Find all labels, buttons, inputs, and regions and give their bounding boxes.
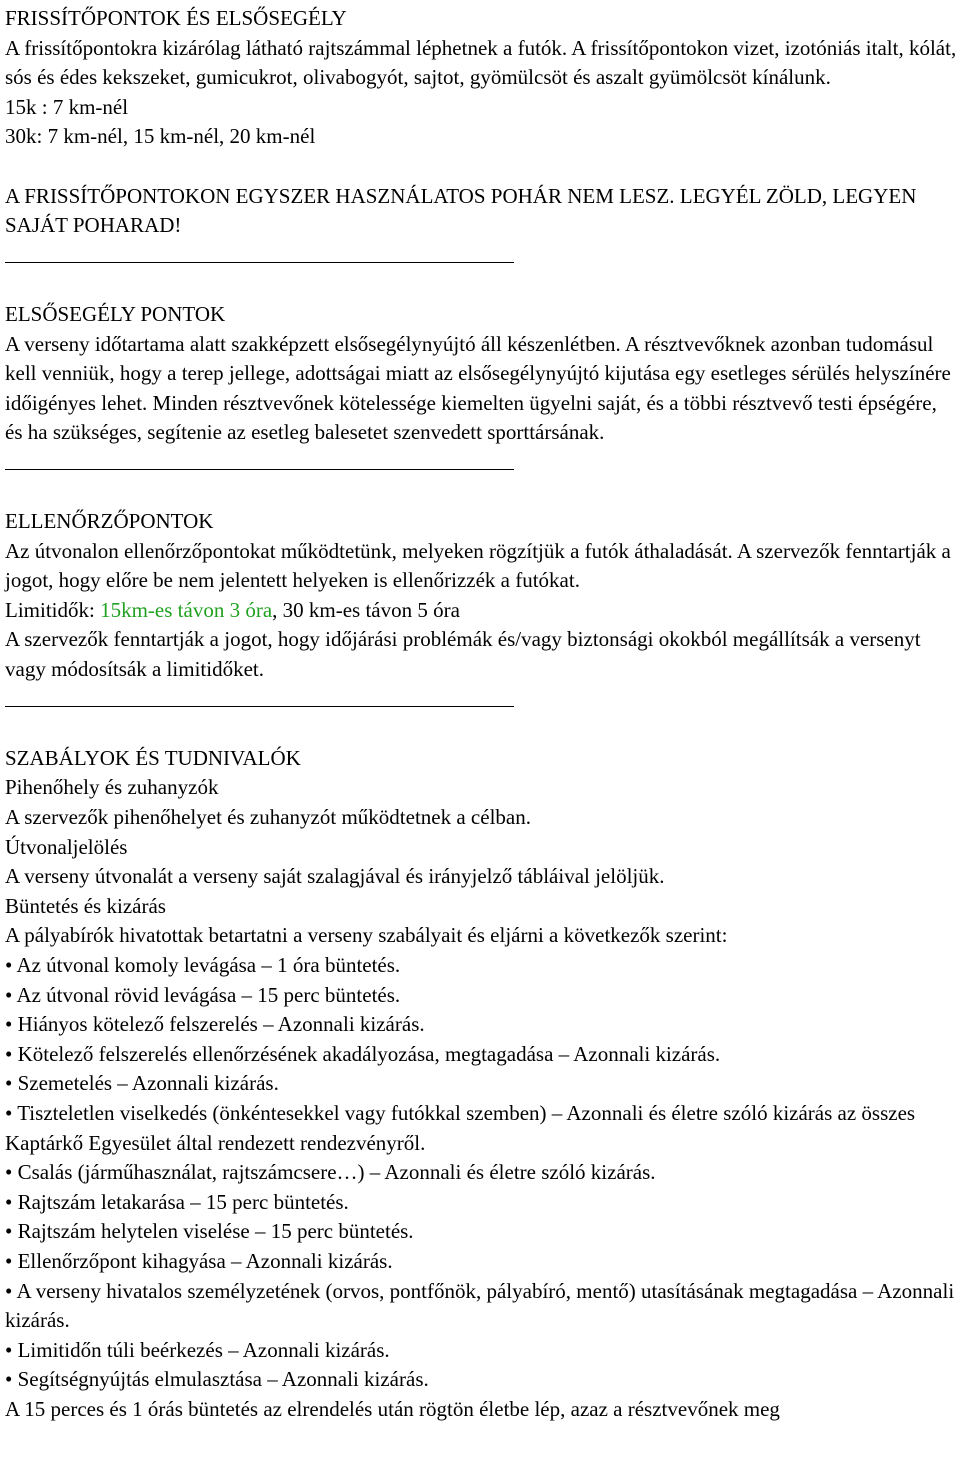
spacer — [5, 714, 957, 744]
checkpoints-text: Az útvonalon ellenőrzőpontokat működtetünk, melyeken rögzítjük a futók áthaladását. A szervezők fenntartják a jogot, hogy előre be nem jelentett helyeken is ellenőrizzék a futókat. — [5, 538, 951, 593]
penalty-item: • Csalás (járműhasználat, rajtszámcsere…) – Azonnali és életre szóló kizárás. — [5, 1160, 656, 1185]
rules-heading: SZABÁLYOK ÉS TUDNIVALÓK — [5, 745, 301, 770]
refreshment-30k: 30k: 7 km-nél, 15 km-nél, 20 km-nél — [5, 124, 316, 149]
penalty-intro: A pályabírók hivatottak betartatni a verseny szabályait és eljárni a következők szerint: — [5, 923, 728, 948]
firstaid-text: A verseny időtartama alatt szakképzett elsősegélynyújtó áll készenlétben. A résztvevőknek azonban tudomásul kell venniük, hogy a terep jellege, adottságai miatt az elsősegélynyújtó kijutása egy esetleges sérülés helyszínére időigényes lehet. Minden résztvevőnek kötelessége kiemelten ügyelni saját, és a többi résztvevő testi épségére, és ha szükséges, segítenie az esetleg balesetet szenvedett sporttársának. — [5, 331, 951, 445]
penalty-item: • Az útvonal rövid levágása – 15 perc büntetés. — [5, 982, 401, 1007]
section-divider — [5, 241, 957, 271]
penalty-item: • Tiszteletlen viselkedés (önkéntesekkel vagy futókkal szemben) – Azonnali és életre szóló kizárás az összes Kaptárkő Egyesület által rendezett rendezvényről. — [5, 1100, 916, 1155]
penalty-item: • Ellenőrzőpont kihagyása – Azonnali kizárás. — [5, 1248, 393, 1273]
section-divider — [5, 448, 957, 478]
penalty-item: • Szemetelés – Azonnali kizárás. — [5, 1071, 279, 1096]
penalty-item: • Segítségnyújtás elmulasztása – Azonnali kizárás. — [5, 1367, 429, 1392]
limit-15km: 15km-es távon 3 óra — [100, 597, 273, 622]
limit-times — [5, 596, 957, 626]
penalty-item: • Rajtszám helytelen viselése – 15 perc büntetés. — [5, 1219, 414, 1244]
penalty-item: • A verseny hivatalos személyzetének (orvos, pontfőnök, pályabíró, mentő) utasításának megtagadása – Azonnali kizárás. — [5, 1278, 955, 1333]
limit-label: Limitidők: — [5, 597, 101, 622]
refreshment-15k: 15k : 7 km-nél — [5, 94, 129, 119]
document-page — [5, 4, 957, 1425]
penalty-item: • Rajtszám letakarása – 15 perc büntetés. — [5, 1189, 349, 1214]
firstaid-heading: ELSŐSEGÉLY PONTOK — [5, 301, 226, 326]
spacer — [5, 152, 957, 182]
route-text: A verseny útvonalát a verseny saját szalagjával és irányjelző tábláival jelöljük. — [5, 864, 665, 889]
route-title: Útvonaljelölés — [5, 834, 128, 859]
rest-title: Pihenőhely és zuhanyzók — [5, 775, 219, 800]
weather-text: A szervezők fenntartják a jogot, hogy időjárási problémák és/vagy biztonsági okokból megállítsák a versenyt vagy módosítsák a limitidőket. — [5, 627, 921, 682]
rest-text: A szervezők pihenőhelyet és zuhanyzót működtetnek a célban. — [5, 805, 531, 830]
penalty-item: • Limitidőn túli beérkezés – Azonnali kizárás. — [5, 1337, 390, 1362]
final-line: A 15 perces és 1 órás büntetés az elrendelés után rögtön életbe lép, azaz a résztvevőnek meg — [5, 1396, 780, 1421]
refreshment-heading: FRISSÍTŐPONTOK ÉS ELSŐSEGÉLY — [5, 6, 347, 30]
penalty-item: • Az útvonal komoly levágása – 1 óra büntetés. — [5, 953, 401, 977]
section-divider — [5, 685, 957, 715]
refreshment-text: A frissítőpontokra kizárólag látható rajtszámmal léphetnek a futók. A frissítőpontokon vizet, izotóniás italt, kólát, sós és édes kekszeket, gumicukrot, olivabogyót, sajtot, gyömülcsöt és aszalt gyümölcsöt kínálunk. — [5, 35, 957, 90]
checkpoints-heading: ELLENŐRZŐPONTOK — [5, 509, 214, 534]
penalty-title: Büntetés és kizárás — [5, 893, 166, 918]
spacer — [5, 270, 957, 300]
penalty-item: • Kötelező felszerelés ellenőrzésének akadályozása, megtagadása – Azonnali kizárás. — [5, 1041, 721, 1066]
spacer — [5, 478, 957, 508]
limit-30km: , 30 km-es távon 5 óra — [272, 597, 460, 622]
penalty-item: • Hiányos kötelező felszerelés – Azonnali kizárás. — [5, 1012, 425, 1037]
cup-notice: A FRISSÍTŐPONTOKON EGYSZER HASZNÁLATOS POHÁR NEM LESZ. LEGYÉL ZÖLD, LEGYEN SAJÁT POHARAD! — [5, 183, 917, 238]
penalty-list — [5, 951, 957, 1395]
